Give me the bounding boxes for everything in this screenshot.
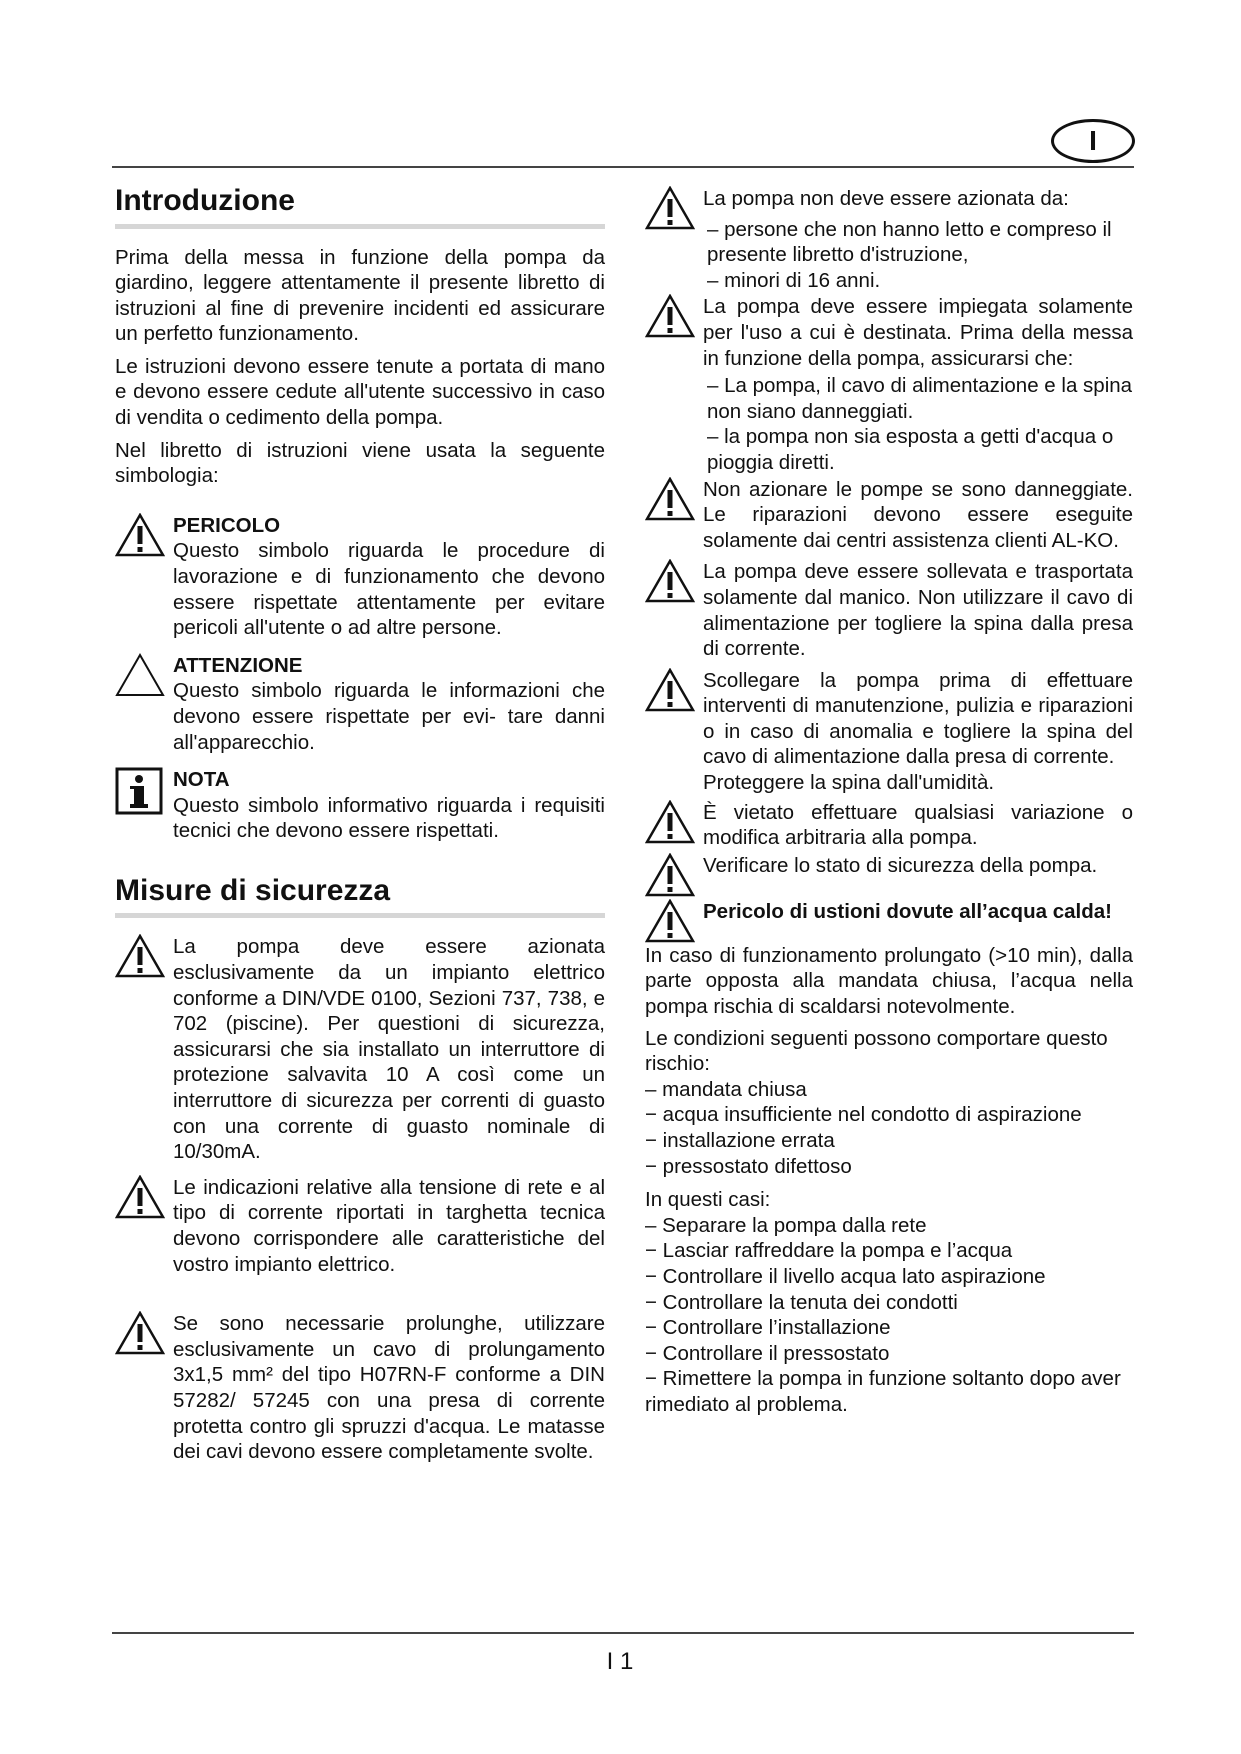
safety-text-1: La pompa deve essere azionata esclusivamente da un impianto elettrico conforme a DIN/VDE 0100, Sezioni 737, 738, e 702 (piscine). Per questioni di sicurezza, assicurarsi che sia installato un interruttore di protezione salvavita 10 A così come un interruttore di sicurezza per correnti di guasto con una corrente di guasto nominale di 10/30mA.	[173, 935, 605, 1164]
r10-intro: In questi casi:	[645, 1188, 771, 1212]
r2-text: La pompa deve essere impiegata solamente per l'uso a cui è destinata. Prima della messa in funzione della pompa, assicurarsi che:	[703, 295, 1133, 370]
warning-icon	[645, 899, 703, 943]
safety-block-3	[115, 1311, 605, 1465]
r5b-text: Proteggere la spina dall'umidità.	[703, 771, 995, 795]
header-rule	[112, 166, 1134, 168]
right-block-6	[645, 800, 1133, 851]
warning-icon	[115, 934, 173, 978]
list-item: − Controllare l’installazione	[645, 1316, 891, 1340]
list-item: − Lasciar raffreddare la pompa e l’acqua	[645, 1239, 1013, 1263]
list-item: − Controllare la tenuta dei condotti	[645, 1290, 958, 1314]
warning-icon	[645, 294, 703, 338]
warning-icon	[645, 668, 703, 712]
safety-text-2: Le indicazioni relative alla tensione di rete e al tipo di corrente riportati in targhetta tecnica devono corrispondere alle caratteristiche del vostro impianto elettrico.	[173, 1175, 605, 1276]
right-block-1	[645, 186, 1133, 293]
safety-text-3: Se sono necessarie prolunghe, utilizzare esclusivamente un cavo di prolungamento 3x1,5 mm² del tipo H07RN-F conforme a DIN 57282/ 57245 con una presa di corrente protetta contro gli spruzzi d'acqua. Le matasse dei cavi devono essere completamente svolte.	[173, 1312, 605, 1464]
footer-rule	[112, 1632, 1134, 1634]
list-item: – persone che non hanno letto e compreso il presente libretto d'istruzione,	[707, 217, 1112, 267]
page-number: I 1	[606, 1648, 634, 1675]
nota-title: NOTA	[173, 768, 230, 792]
safety-heading: Misure di sicurezza	[115, 873, 391, 907]
heading-rule	[115, 913, 605, 918]
r9-intro: Le condizioni seguenti possono comportare questo rischio:	[645, 1026, 1108, 1076]
attenzione-block	[115, 653, 605, 755]
info-icon	[115, 767, 173, 815]
language-badge: I	[1051, 119, 1135, 163]
list-item: − acqua insufficiente nel condotto di aspirazione	[645, 1103, 1082, 1127]
right-block-2	[645, 294, 1133, 475]
r6-text: È vietato effettuare qualsiasi variazione o modifica arbitraria alla pompa.	[703, 800, 1133, 850]
attenzione-text: Questo simbolo riguarda le informazioni che devono essere rispettate per evi- tare danni all'apparecchio.	[173, 679, 605, 754]
warning-icon	[645, 800, 703, 844]
heading-rule	[115, 224, 605, 229]
warning-icon	[115, 513, 173, 557]
intro-paragraph-1: Prima della messa in funzione della pompa da giardino, leggere attentamente il presente libretto di istruzioni al fine di prevenire incidenti ed assicurare un perfetto funzionamento.	[115, 245, 605, 346]
list-item: – mandata chiusa	[645, 1077, 807, 1101]
r5-text: Scollegare la pompa prima di effettuare interventi di manutenzione, pulizia e riparazioni o in caso di anomalia e togliere la spina del cavo di alimentazione dalla presa di corrente.	[703, 668, 1133, 769]
left-column	[115, 180, 605, 1465]
intro-paragraph-3: Nel libretto di istruzioni viene usata la seguente simbologia:	[115, 438, 605, 488]
list-item: – la pompa non sia esposta a getti d'acqua o pioggia diretti.	[707, 425, 1114, 474]
safety-block-2	[115, 1175, 605, 1277]
list-item: − Controllare il livello acqua lato aspirazione	[645, 1264, 1046, 1288]
intro-paragraph-2: Le istruzioni devono essere tenute a portata di mano e devono essere cedute all'utente successivo in caso di vendita o cedimento della pompa.	[115, 354, 605, 430]
list-item: − Rimettere la pompa in funzione soltanto dopo aver rimediato al problema.	[645, 1367, 1121, 1416]
nota-text: Questo simbolo informativo riguarda i requisiti tecnici che devono essere rispettati.	[173, 793, 605, 843]
r4-text: La pompa deve essere sollevata e trasportata solamente dal manico. Non utilizzare il cavo di alimentazione per togliere la spina dalla presa di corrente.	[703, 560, 1133, 661]
intro-heading: Introduzione	[115, 184, 295, 217]
r2-list	[703, 373, 1133, 475]
pericolo-title: PERICOLO	[173, 513, 281, 537]
r1-list	[703, 217, 1133, 294]
warning-icon	[115, 1175, 173, 1219]
list-item: – minori di 16 anni.	[707, 268, 881, 292]
r1-intro: La pompa non deve essere azionata da:	[703, 187, 1069, 210]
pericolo-text: Questo simbolo riguarda le procedure di lavorazione e di funzionamento che devono essere rispettate attentamente per evitare pericoli all'utente o ad altre persone.	[173, 539, 605, 640]
r8-title: Pericolo di ustioni dovute all’acqua calda!	[703, 899, 1112, 923]
list-item: − pressostato difettoso	[645, 1154, 852, 1178]
pericolo-block	[115, 513, 605, 641]
r10-list	[645, 1213, 1133, 1418]
warning-icon	[645, 853, 703, 897]
right-block-3	[645, 477, 1133, 554]
attenzione-title: ATTENZIONE	[173, 653, 303, 677]
list-item: − installazione errata	[645, 1129, 835, 1152]
warning-icon	[115, 1311, 173, 1355]
r7-text: Verificare lo stato di sicurezza della pompa.	[703, 853, 1098, 877]
warning-icon	[645, 559, 703, 603]
list-item: – Separare la pompa dalla rete	[645, 1213, 927, 1237]
safety-block-1	[115, 934, 605, 1164]
right-block-4	[645, 559, 1133, 661]
nota-block	[115, 767, 605, 844]
right-block-8	[645, 899, 1133, 943]
right-block-5	[645, 668, 1133, 796]
warning-icon	[645, 477, 703, 521]
r9-list	[645, 1077, 1133, 1179]
right-block-7	[645, 853, 1133, 897]
caution-icon	[115, 653, 173, 697]
r8-text: In caso di funzionamento prolungato (>10 min), dalla parte opposta alla mandata chiusa, l’acqua nella pompa rischia di scaldarsi notevolmente.	[645, 943, 1133, 1019]
r3-text: Non azionare le pompe se sono danneggiate. Le riparazioni devono essere eseguite solamente dai centri assistenza clienti AL-KO.	[703, 477, 1133, 552]
list-item: – La pompa, il cavo di alimentazione e la spina non siano danneggiati.	[707, 374, 1133, 423]
warning-icon	[645, 186, 703, 230]
right-column	[645, 186, 1133, 1418]
list-item: − Controllare il pressostato	[645, 1341, 890, 1365]
